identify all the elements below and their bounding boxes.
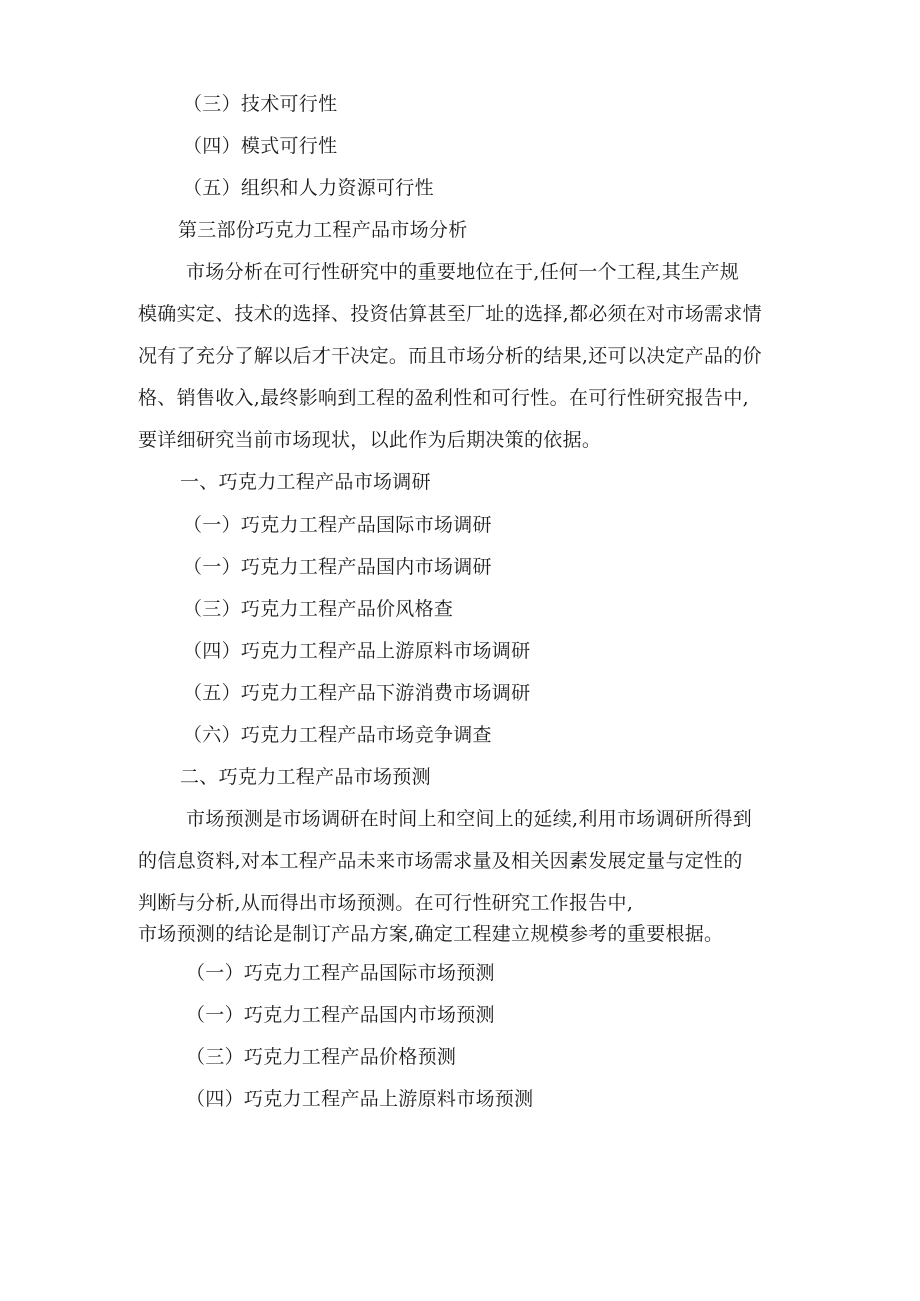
paragraph-line: 模确实定、技术的选择、投资估算甚至厂址的选择,都必须在对市场需求情 [138,303,762,325]
section-heading: 一、巧克力工程产品市场调研 [180,471,431,493]
list-item: （一）巧克力工程产品国内市场预测 [186,1004,495,1026]
list-item: （四）巧克力工程产品上游原料市场调研 [183,640,531,662]
paragraph-line: 要详细研究当前市场现状，以此作为后期决策的依据。 [138,429,602,451]
paragraph-line: 判断与分析,从而得出市场预测。在可行性研究工作报告中, [138,892,634,914]
paragraph-line: 的信息资料,对本工程产品未来市场需求量及相关因素发展定量与定性的 [138,850,743,872]
list-item: （四）模式可行性 [183,135,338,157]
paragraph-line: 格、销售收入,最终影响到工程的盈利性和可行性。在可行性研究报告中, [138,387,749,409]
paragraph-line: 市场分析在可行性研究中的重要地位在于,任何一个工程,其生产规 [186,261,740,283]
list-item: （三）巧克力工程产品价格预测 [186,1046,457,1068]
list-item: （一）巧克力工程产品国际市场预测 [186,962,495,984]
list-item: （六）巧克力工程产品市场竞争调查 [183,724,492,746]
section-heading: 二、巧克力工程产品市场预测 [180,766,431,788]
list-item: （四）巧克力工程产品上游原料市场预测 [186,1088,534,1110]
list-item: （一）巧克力工程产品国际市场调研 [183,514,492,536]
list-item: （五）组织和人力资源可行性 [183,177,434,199]
list-item: （三）技术可行性 [183,93,338,115]
list-item: （三）巧克力工程产品价风格查 [183,598,454,620]
paragraph-line: 况有了充分了解以后才干决定。而且市场分析的结果,还可以决定产品的价 [138,345,762,367]
list-item: （一）巧克力工程产品国内市场调研 [183,556,492,578]
paragraph-line: 市场预测的结论是制订产品方案,确定工程建立规模参考的重要根据。 [138,923,724,945]
section-heading: 第三部份巧克力工程产品市场分析 [178,219,468,241]
paragraph-line: 市场预测是市场调研在时间上和空间上的延续,利用市场调研所得到 [186,808,753,830]
list-item: （五）巧克力工程产品下游消费市场调研 [183,682,531,704]
